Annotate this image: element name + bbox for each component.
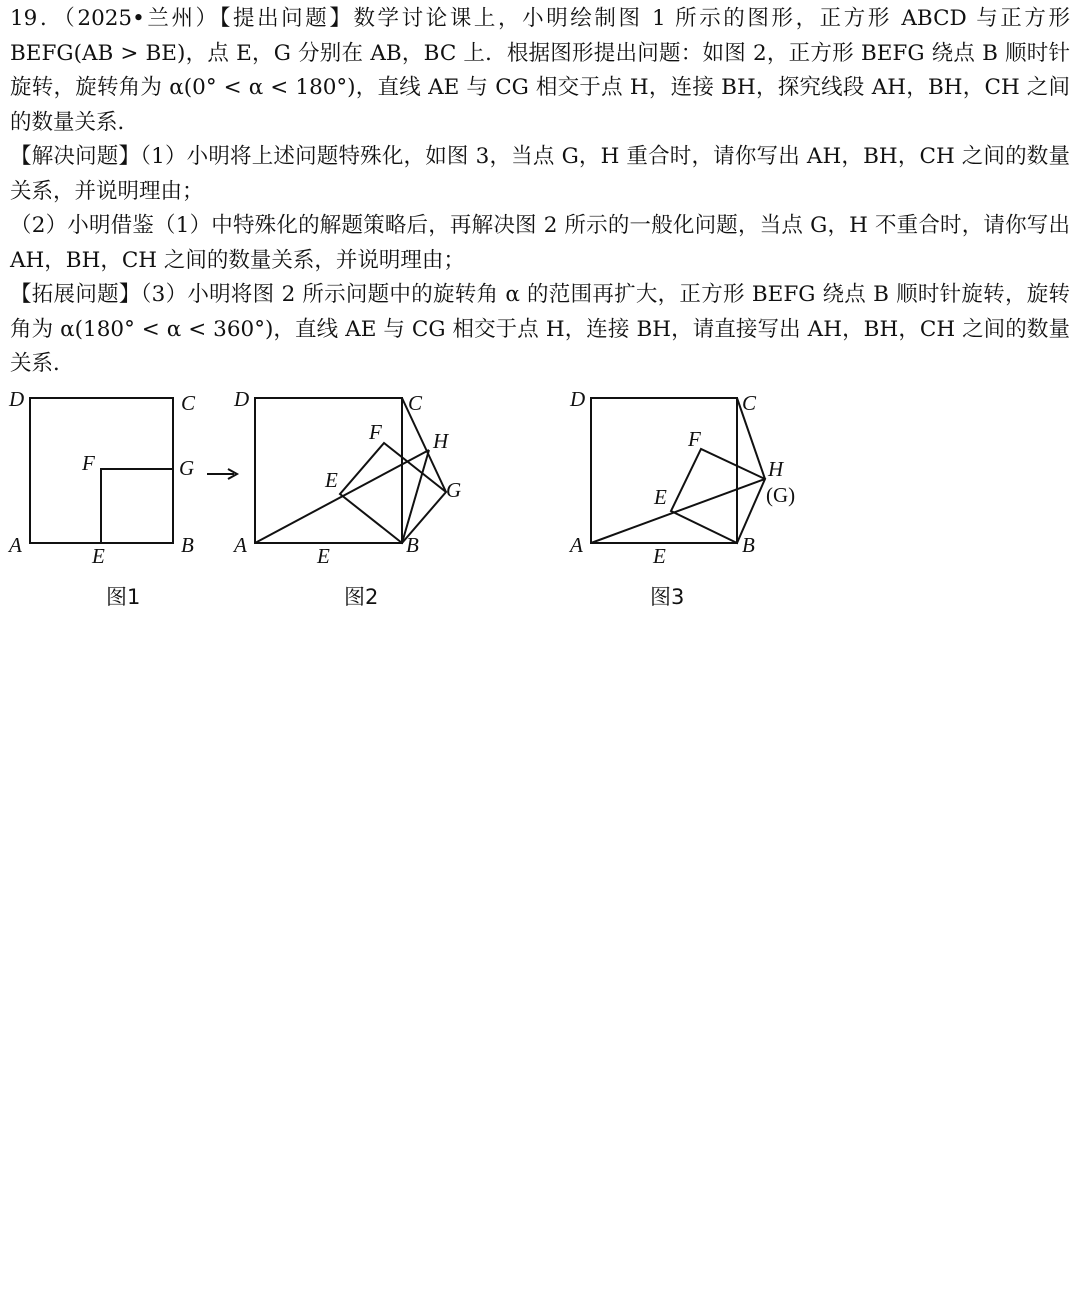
fig2-label-b: B (406, 533, 419, 557)
geometry-figures (0, 380, 820, 620)
fig1-square-befg (101, 469, 173, 543)
fig1-label-g: G (179, 456, 195, 480)
fig2-label-f: F (369, 420, 382, 444)
figures-row (0, 380, 820, 620)
fig1-label-c: C (181, 391, 196, 415)
fig1-label-e: E (92, 544, 105, 568)
fig3-label-a: A (570, 533, 583, 557)
fig2-line-bh (402, 450, 429, 543)
fig2-label-d: D (234, 387, 250, 411)
problem-text (10, 2, 1070, 382)
fig3-label-e-bottom: E (653, 544, 666, 568)
question-1: 【解决问题】（1）小明将上述问题特殊化，如图 3，当点 G，H 重合时，请你写出 AH，BH，CH 之间的数量关系，并说明理由； (10, 144, 1070, 204)
fig3-label-f: F (688, 427, 701, 451)
fig1-caption: 图1 (106, 585, 141, 609)
arrow-glyph: → (211, 447, 229, 471)
fig1-label-a: A (9, 533, 22, 557)
fig2-label-e-bottom: E (317, 544, 330, 568)
figure-2 (232, 387, 461, 609)
fig2-label-a: A (234, 533, 247, 557)
fig2-label-g: G (446, 478, 462, 502)
fig3-caption: 图3 (650, 585, 685, 609)
question-3: 【拓展问题】（3）小明将图 2 所示问题中的旋转角 α 的范围再扩大，正方形 BEFG 绕点 B 顺时针旋转，旋转角为 α(180° < α < 360°)，直线 AE 与 CG 相交于点 H，连接 BH，请直接写出 AH，BH，CH 之间的数量关系． (10, 282, 1070, 376)
fig2-label-e-rotated: E (325, 468, 338, 492)
fig2-label-h: H (433, 429, 449, 453)
fig3-line-ah (591, 479, 765, 543)
figure-1 (7, 387, 196, 609)
fig3-label-e-rotated: E (654, 485, 667, 509)
fig3-label-h: H (768, 457, 784, 481)
figure-3 (568, 387, 795, 609)
fig3-label-b: B (742, 533, 755, 557)
fig1-label-d: D (9, 387, 25, 411)
fig1-label-b: B (181, 533, 194, 557)
fig3-label-c: C (742, 391, 757, 415)
fig2-caption: 图2 (344, 585, 379, 609)
problem-statement: 19．（2025•兰州）【提出问题】数学讨论课上，小明绘制图 1 所示的图形，正方形 ABCD 与正方形 BEFG(AB > BE)，点 E，G 分别在 AB，BC 上．根据图形提出问题：如图 2，正方形 BEFG 绕点 B 顺时针旋转，旋转角为 α(0° < α < 180°)，直线 AE 与 CG 相交于点 H，连接 BH，探究线段 AH，BH，CH 之间的数量关系． (10, 6, 1070, 135)
fig3-label-d: D (570, 387, 586, 411)
fig1-label-f: F (82, 451, 95, 475)
fig2-label-c: C (408, 391, 423, 415)
question-2: （2）小明借鉴（1）中特殊化的解题策略后，再解决图 2 所示的一般化问题，当点 G，H 不重合时，请你写出 AH，BH，CH 之间的数量关系，并说明理由； (10, 213, 1070, 273)
fig3-label-g: (G) (766, 483, 796, 507)
fig3-square-abcd (591, 398, 737, 543)
